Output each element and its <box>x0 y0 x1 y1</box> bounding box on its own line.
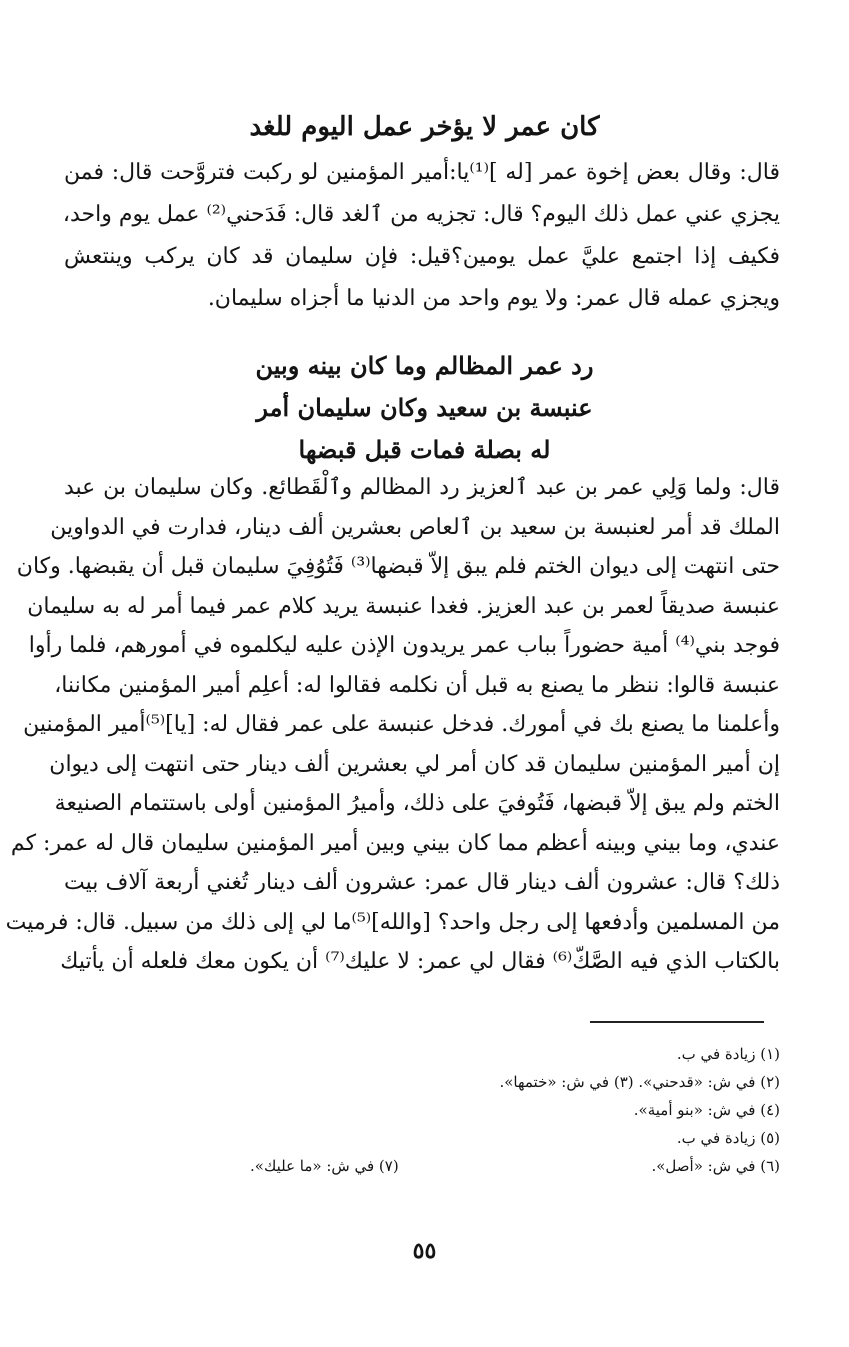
section-title-line: رد عمر المظالم وما كان بينه وبين <box>255 351 594 380</box>
paragraph-line: حتى انتهت إلى ديوان الختم فلم يبق إلاّ قبضها⁽³⁾ فَتُوُفِيَ سليمان قبل أن يقبضها. وكان <box>16 554 780 579</box>
footnote: (٤) في ش: «بنو أمية». <box>633 1101 780 1119</box>
footnote: (٧) في ش: «ما عليك». <box>250 1157 399 1175</box>
paragraph-line: الختم ولم يبق إلاّ قبضها، فَتُوفيَ على ذلك، وأميرُ المؤمنين أولى باستتمام الصنيعة <box>54 791 780 816</box>
paragraph-line: بالكتاب الذي فيه الصَّكّ⁽⁶⁾ فقال لي عمر: لا عليك⁽⁷⁾ أن يكون معك فلعله أن يأتيك <box>60 949 780 974</box>
footnote-divider <box>590 1021 764 1023</box>
paragraph-line: يجزي عني عمل ذلك اليوم؟ قال: تجزيه من ٱلغد قال: فَدَحني⁽²⁾ عمل يوم واحد، <box>62 202 780 227</box>
paragraph-line: إن أمير المؤمنين سليمان قد كان أمر لي بعشرين ألف دينار حتى انتهت إلى ديوان <box>49 751 780 777</box>
paragraph-line: وأعلمنا ما يصنع بك في أمورك. فدخل عنبسة على عمر فقال له: [يا]⁽⁵⁾أمير المؤمنين <box>23 712 780 737</box>
paragraph-line: عنبسة صديقاً لعمر بن عبد العزيز. فغدا عنبسة يريد كلام عمر فيما أمر له به سليمان <box>27 593 780 619</box>
footnote-row <box>60 1152 780 1180</box>
paragraph-1 <box>64 152 780 320</box>
paragraph-line: ذلك؟ قال: عشرون ألف دينار قال عمر: عشرون ألف دينار تُغني أربعة آلاف بيت <box>64 870 780 895</box>
paragraph-2 <box>5 468 780 982</box>
paragraph-line: ويجزي عمله قال عمر: ولا يوم واحد من الدنيا ما أجزاه سليمان. <box>207 286 780 311</box>
paragraph-line: الملك قد أمر لعنبسة بن سعيد بن ٱلعاص بعشرين ألف دينار، فدارت في الدواوين <box>50 514 780 540</box>
paragraph-line: من المسلمين وأدفعها إلى رجل واحد؟ [والله]⁽⁵⁾ما لي إلى ذلك من سبيل. قال: فرميت <box>5 909 780 935</box>
section-title-line: له بصلة فمات قبل قبضها <box>298 435 551 464</box>
page-number: ٥٥ <box>412 1238 437 1264</box>
footnotes <box>60 1040 780 1180</box>
footnote: (٥) زيادة في ب. <box>676 1129 780 1147</box>
section-title-1: كان عمر لا يؤخر عمل اليوم للغد <box>249 112 600 142</box>
footnote: (١) زيادة في ب. <box>676 1045 780 1063</box>
paragraph-line: عنبسة قالوا: ننظر ما يصنع به قبل أن نكلمه فقالوا له: أعلِم أمير المؤمنين مكاننا، <box>54 672 780 698</box>
paragraph-line: فوجد بني⁽⁴⁾ أمية حضوراً بباب عمر يريدون الإذن عليه ليكلموه في أمورهم، فلما رأوا <box>28 633 780 658</box>
paragraph-line: قال: ولما وَلِي عمر بن عبد ٱلعزيز رد المظالم وٱلْقَطائع. وكان سليمان بن عبد <box>64 475 780 500</box>
paragraph-line: قال: وقال بعض إخوة عمر [له ]⁽¹⁾يا:أمير المؤمنين لو ركبت فتروَّحت قال: فمن <box>64 160 780 185</box>
paragraph-line: عندي، وما بيني وبينه أعظم مما كان بيني وبين أمير المؤمنين سليمان قال له عمر: كم <box>10 830 780 856</box>
footnote: (٦) في ش: «أصل». <box>651 1157 780 1175</box>
footnote: (٢) في ش: «قدحني». (٣) في ش: «ختمها». <box>499 1073 780 1091</box>
paragraph-line: فكيف إذا اجتمع عليَّ عمل يومين؟قيل: فإن سليمان قد كان يركب وينتعش <box>64 244 780 269</box>
section-title-line: عنبسة بن سعيد وكان سليمان أمر <box>256 393 593 422</box>
section-title-2 <box>0 345 849 471</box>
